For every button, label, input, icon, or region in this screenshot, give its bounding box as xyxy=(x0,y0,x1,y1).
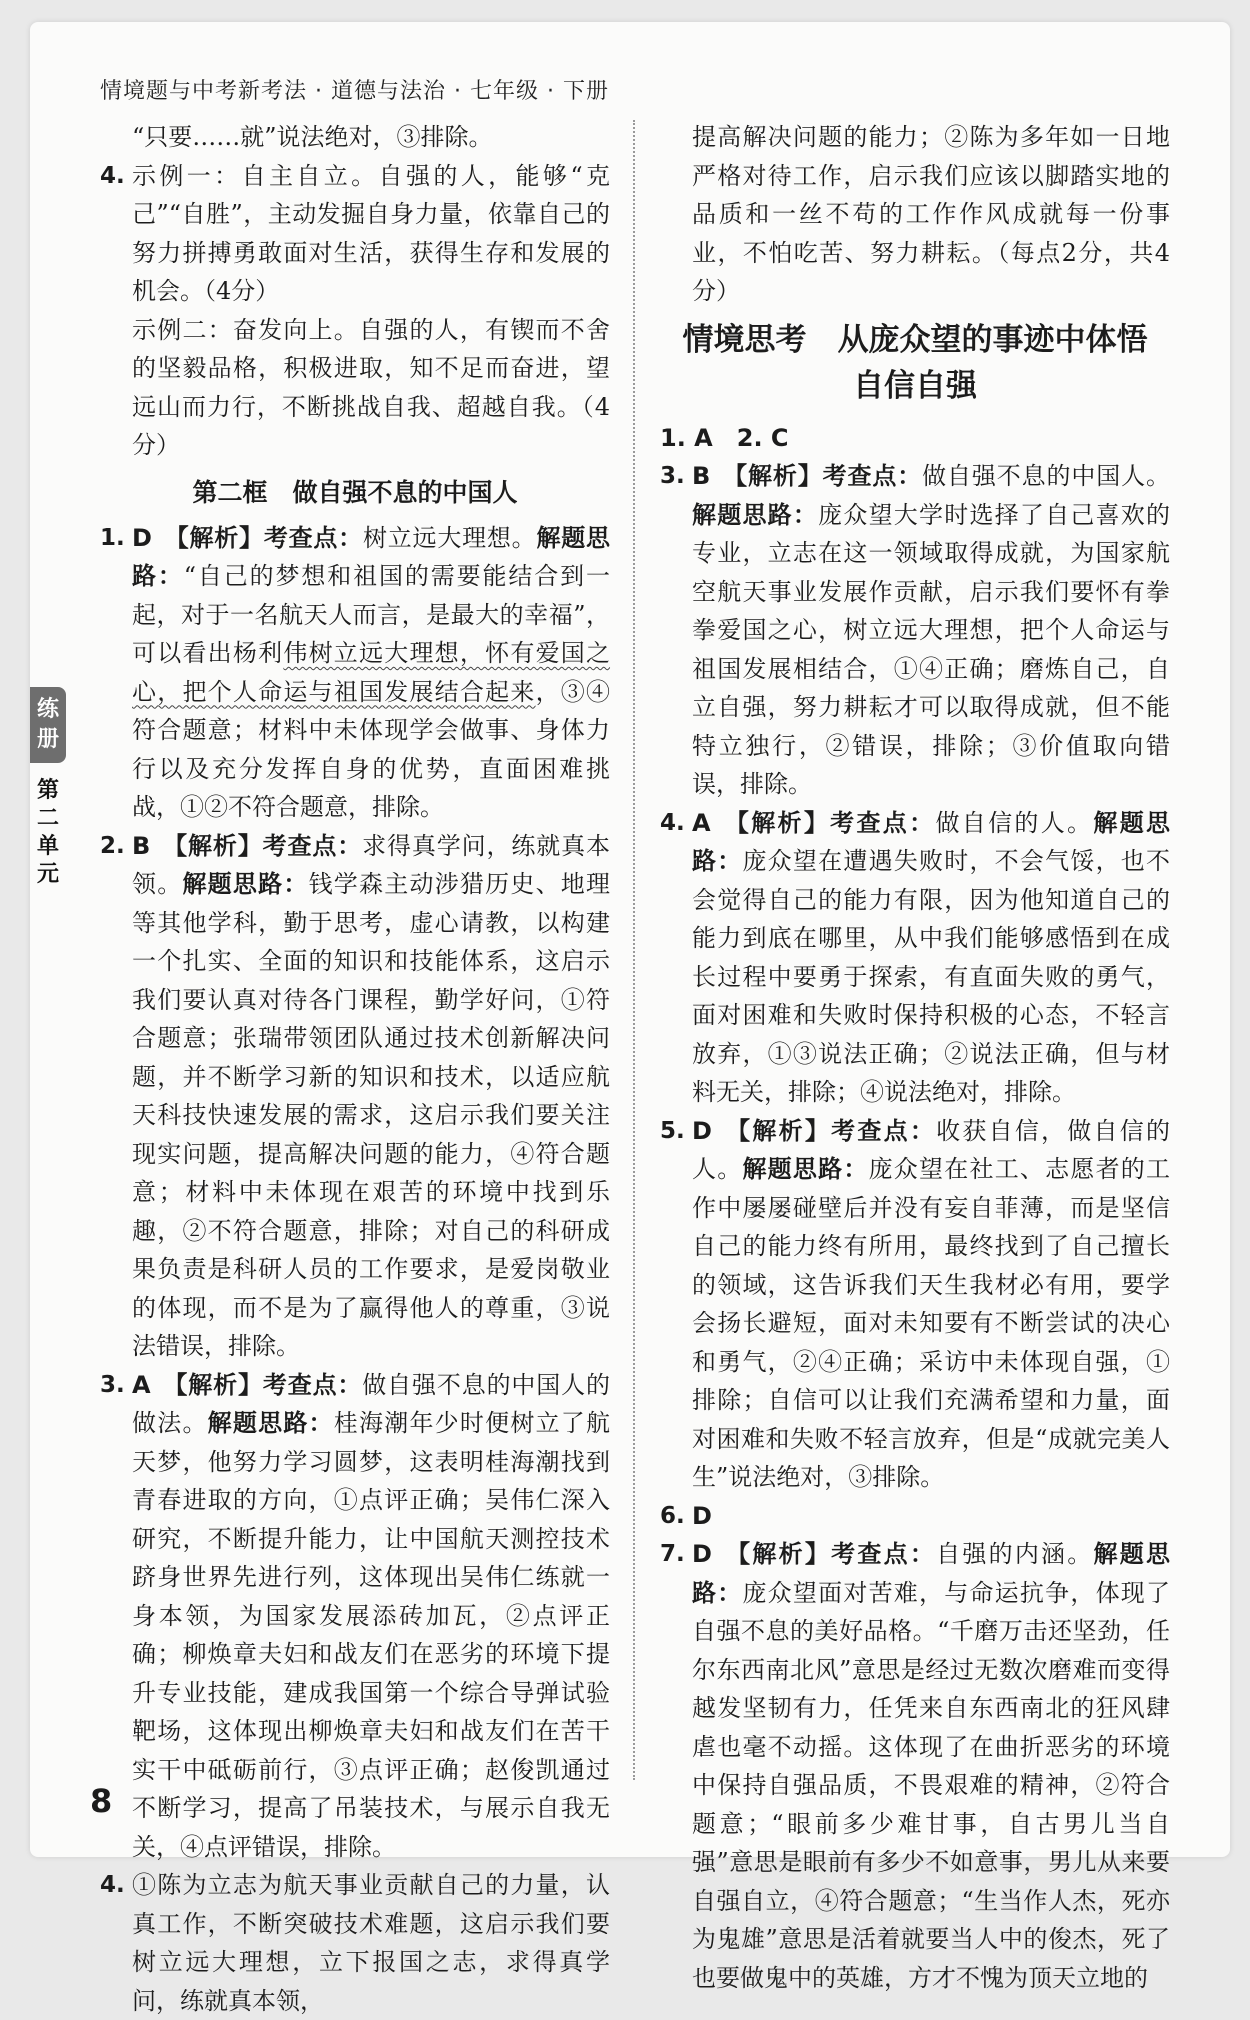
analysis-tag: 【解析】考查点： xyxy=(722,808,936,837)
item-number: 1. xyxy=(100,524,125,551)
answer-letter: A xyxy=(132,1370,151,1399)
exam-point: 树立远大理想。 xyxy=(362,523,537,552)
solution-tag: 解题思路： xyxy=(132,523,611,590)
continued-text: “只要……就”说法绝对，③排除。 xyxy=(132,123,493,151)
page xyxy=(30,22,1230,2015)
scenario-title-line-2: 自信自强 xyxy=(853,367,977,404)
solution-text: 庞众望在社工、志愿者的工作中屡屡碰壁后并没有妄自菲薄，而是坚信自己的能力终有所用，最终找到了自己擅长的领域，这告诉我们天生我材必有用，要学会扬长避短，面对未知要有不断尝试的决心和勇气，②④正确；采访中未体现自强，①排除；自信可以让我们充满希望和力量，面对困难和失败不轻言放弃，但是“成就完美人生”说法绝对，③排除。 xyxy=(692,1155,1171,1491)
answer-letter: D xyxy=(132,523,152,552)
side-tab xyxy=(30,687,72,889)
analysis-tag: 【解析】考查点： xyxy=(162,831,363,860)
exam-point: 求得真学问，练就真本领。 xyxy=(132,831,611,898)
side-tab-workbook: 练册 xyxy=(30,687,66,763)
item-number: 7. xyxy=(660,1541,685,1567)
item-number: 3. xyxy=(100,1371,125,1398)
side-tab-unit: 第二单元 xyxy=(36,778,59,887)
solution-text-2: ，③④符合题意；材料中未体现学会做事、身体力行以及充分发挥自身的优势，直面困难挑战，①②不符合题意，排除。 xyxy=(132,677,611,821)
solution-text: 钱学森主动涉猎历史、地理等其他学科，勤于思考，虚心请教，以构建一个扎实、全面的知识和技能体系，这启示我们要认真对待各门课程，勤学好问，①符合题意；张瑞带领团队通过技术创新解决问题，并不断学习新的知识和技术，以适应航天科技快速发展的需求，这启示我们要关注现实问题，提高解决问题的能力，④符合题意；材料中未体现在艰苦的环境中找到乐趣，②不符合题意，排除；对自己的科研成果负责是科研人员的工作要求，是爱岗敬业的体现，而不是为了赢得他人的尊重，③说法错误，排除。 xyxy=(132,870,611,1360)
answer-item-2 xyxy=(100,827,610,1366)
answer-item-3 xyxy=(100,1366,610,1867)
item-number: 6. xyxy=(660,1502,685,1529)
answer-letter: B xyxy=(132,831,151,860)
continued-text: 提高解决问题的能力；②陈为多年如一日地严格对待工作，启示我们应该以脚踏实地的品质和一丝不苟的工作作风成就每一份事业，不怕吃苦、努力耕耘。（每点2分，共4分） xyxy=(692,123,1170,305)
exam-point: 做自强不息的中国人。 xyxy=(922,462,1171,490)
solution-tag: 解题思路： xyxy=(692,1540,1171,1607)
answer-item-3 xyxy=(660,457,1170,804)
solution-text: 桂海潮年少时便树立了航天梦，他努力学习圆梦，这表明桂海潮找到青春进取的方向，①点评正确；吴伟仁深入研究，不断提升能力，让中国航天测控技术跻身世界先进行列，这体现出吴伟仁练就一身本领，为国家发展添砖加瓦，②点评正确；柳焕章夫妇和战友们在恶劣的环境下提升专业技能，建成我国第一个综合导弹试验靶场，这体现出柳焕章夫妇和战友们在苦干实干中砥砺前行，③点评正确；赵俊凯通过不断学习，提高了吊装技术，与展示自我无关，④点评错误，排除。 xyxy=(132,1409,611,1861)
answer-item-4 xyxy=(100,157,610,465)
solution-text: 庞众望在遭遇失败时，不会气馁，也不会觉得自己的能力有限，因为他知道自己的能力到底在哪里，从中我们能够感悟到在成长过程中要勇于探索，有直面失败的勇气，面对困难和失败时保持积极的心态，不轻言放弃，①③说法正确；②说法正确，但与材料无关，排除；④说法绝对，排除。 xyxy=(692,847,1171,1106)
answer-letter: D xyxy=(692,1116,712,1145)
answer-item-5 xyxy=(660,1112,1170,1497)
answer-letter: A xyxy=(692,808,711,837)
analysis-tag: 【解析】考查点： xyxy=(723,1116,937,1145)
analysis-tag: 【解析】考查点： xyxy=(162,1370,363,1399)
exam-point: 做自信的人。 xyxy=(935,808,1094,837)
solution-tag: 解题思路： xyxy=(182,870,309,898)
answers-1-2: 1. A 2. C xyxy=(660,423,789,452)
answer-letter: B xyxy=(692,462,711,490)
scenario-title xyxy=(660,317,1170,409)
solution-tag: 解题思路： xyxy=(692,808,1171,875)
answer-item-4b xyxy=(100,1866,610,2020)
answer-item-4 xyxy=(660,804,1170,1112)
exam-point: 收获自信，做自信的人。 xyxy=(692,1116,1171,1183)
answer-letter: D xyxy=(692,1501,712,1530)
left-column xyxy=(100,118,610,2020)
solution-text: “自己的梦想和祖国的需要能结合到一起，对于一名航天人而言，是最大的幸福”，可以看出杨利 xyxy=(132,562,610,667)
item-number: 4. xyxy=(100,162,125,189)
item-number: 4. xyxy=(100,1872,125,1898)
section-title: 第二框 做自强不息的中国人 xyxy=(192,477,518,507)
solution-text: 庞众望面对苦难，与命运抗争，体现了自强不息的美好品格。“千磨万击还坚劲，任尔东西南北风”意思是经过无数次磨难而变得越发坚韧有力，任凭来自东西南北的狂风肆虐也毫不动摇。这体现了在曲折恶劣的环境中保持自强品质，不畏艰难的精神，②符合题意；“眼前多少难甘事，自古男儿当自强”意思是眼前有多少不如意事，男儿从来要自强自立，④符合题意；“生当作人杰，死亦为鬼雄”意思是活着就要当人中的俊杰，死了也要做鬼中的英雄，方才不愧为顶天立地的 xyxy=(692,1578,1171,1992)
analysis-tag: 【解析】考查点： xyxy=(722,462,923,490)
analysis-tag: 【解析】考查点： xyxy=(723,1540,937,1568)
answer-item-7 xyxy=(660,1535,1170,1997)
answer-text: ①陈为立志为航天事业贡献自己的力量，认真工作，不断突破技术难题，这启示我们要树立远大理想，立下报国之志，求得真学问，练就真本领， xyxy=(132,1871,610,2015)
example-1: 示例一：自主自立。自强的人，能够“克己”“自胜”，主动发掘自身力量，依靠自己的努力拼搏勇敢面对生活，获得生存和发展的机会。（4分） xyxy=(132,161,610,305)
solution-tag: 解题思路： xyxy=(742,1155,869,1183)
scenario-title-line-1: 情境思考 从庞众望的事迹中体悟 xyxy=(682,321,1148,358)
answer-item-1 xyxy=(100,519,610,827)
item-number: 4. xyxy=(660,809,685,836)
analysis-tag: 【解析】考查点： xyxy=(163,523,363,552)
answer-item-6 xyxy=(660,1497,1170,1536)
solution-text: 庞众望大学时选择了自己喜欢的专业，立志在这一领域取得成就，为国家航空航天事业发展作贡献，启示我们要怀有拳拳爱国之心，树立远大理想，把个人命运与祖国发展相结合，①④正确；磨炼自己，自立自强，努力耕耘才可以取得成就，但不能特立独行，②错误，排除；③价值取向错误，排除。 xyxy=(692,500,1171,798)
column-divider xyxy=(633,120,635,1780)
running-header: 情境题与中考新考法 · 道德与法治 · 七年级 · 下册 xyxy=(100,79,609,104)
exam-point: 做自强不息的中国人的做法。 xyxy=(132,1370,611,1437)
solution-tag: 解题思路： xyxy=(692,500,819,529)
answer-letter: D xyxy=(692,1540,712,1568)
item-number: 3. xyxy=(660,463,685,489)
item-number: 2. xyxy=(100,832,125,859)
item-number: 5. xyxy=(660,1117,685,1144)
wavy-underlined-text: 伟树立远大理想，怀有爱国之心，把个人命运与祖国发展结合起来 xyxy=(132,639,611,706)
exam-point: 自强的内涵。 xyxy=(936,1540,1094,1568)
right-column xyxy=(660,118,1170,1997)
solution-tag: 解题思路： xyxy=(207,1409,334,1437)
page-number: 8 xyxy=(90,1782,113,1820)
example-2: 示例二：奋发向上。自强的人，有锲而不舍的坚毅品格，积极进取，知不足而奋进，望远山而力行，不断挑战自我、超越自我。（4分） xyxy=(132,315,610,459)
